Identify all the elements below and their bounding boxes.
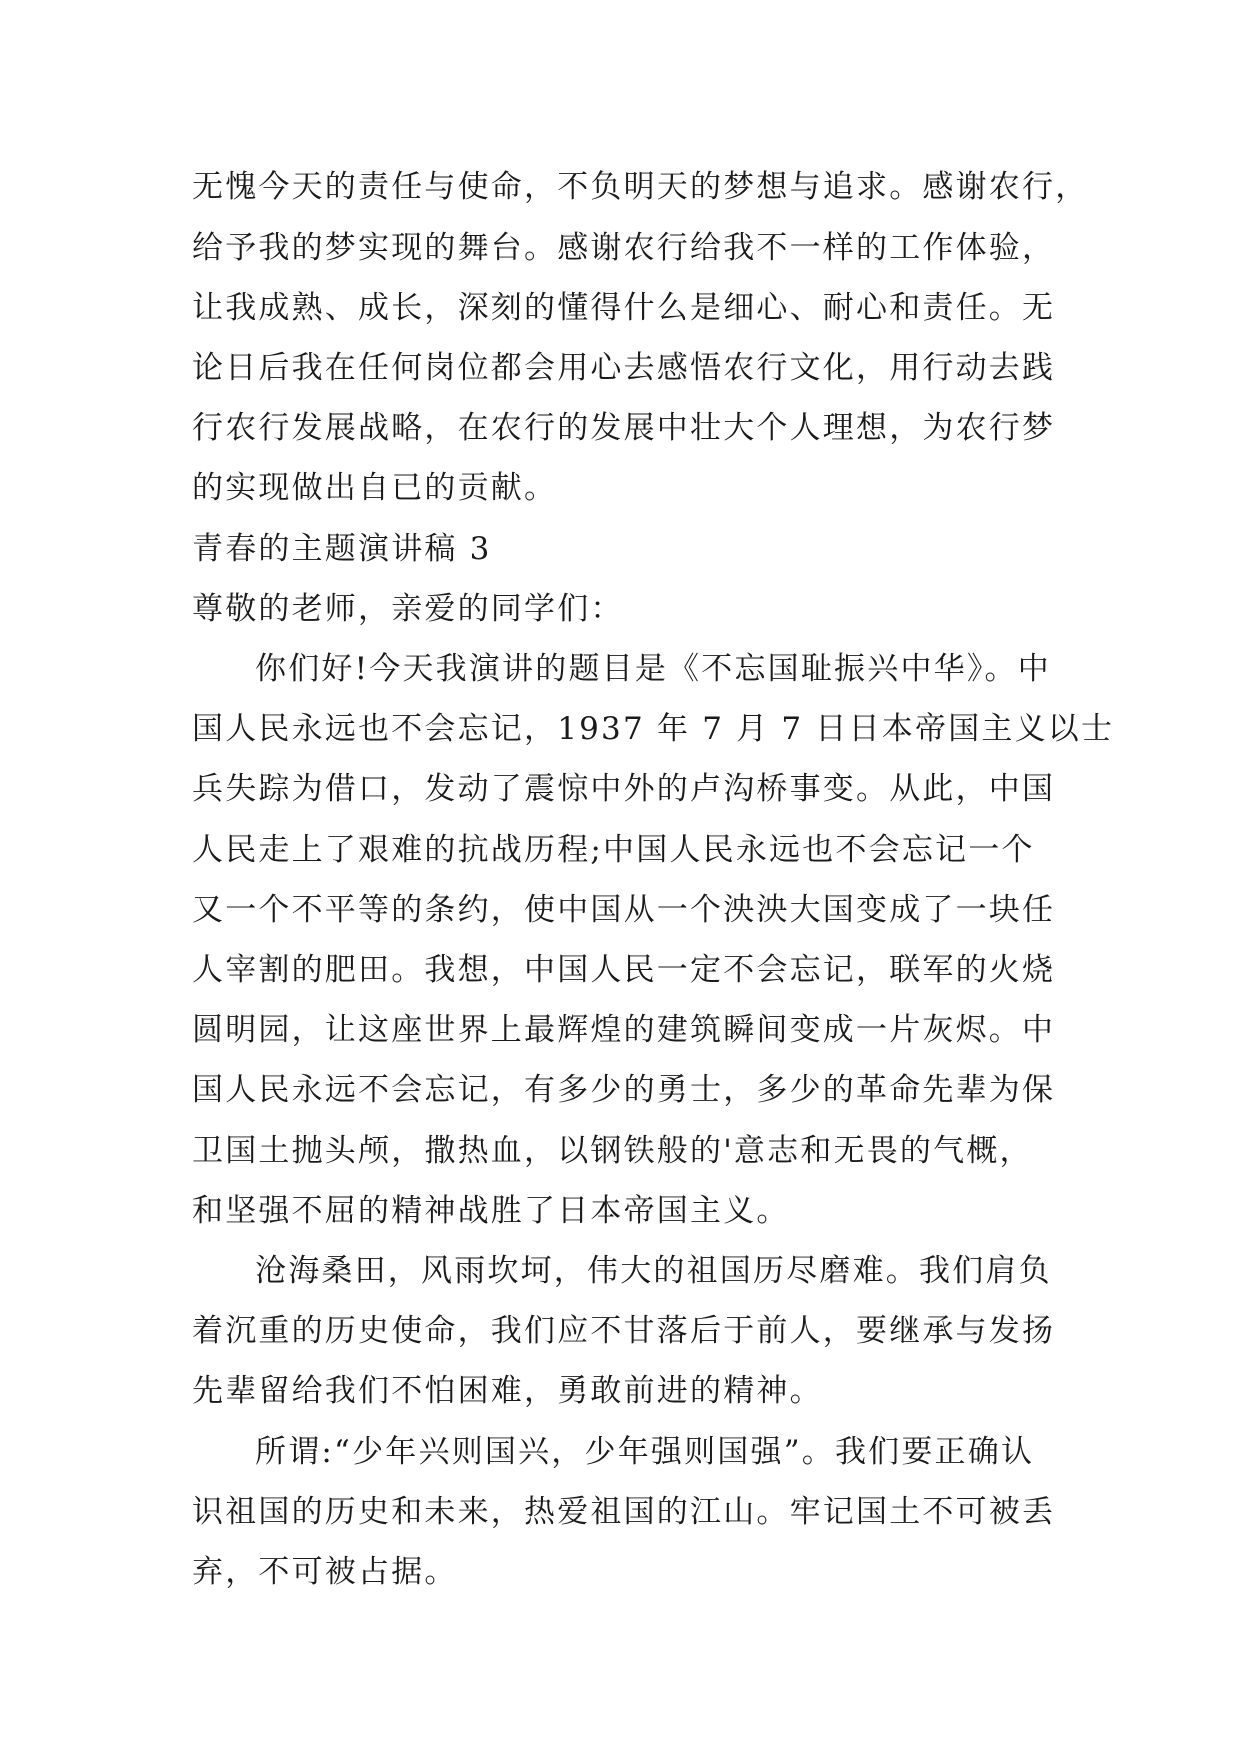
text-line: 和坚强不屈的精神战胜了日本帝国主义。: [192, 1193, 790, 1229]
text-line: 人宰割的肥田。我想，中国人民一定不会忘记，联军的火烧: [192, 952, 1056, 988]
text-line: 论日后我在任何岗位都会用心去感悟农行文化，用行动去践: [192, 350, 1056, 386]
text-line: 国人民永远不会忘记，有多少的勇士，多少的革命先辈为保: [192, 1072, 1056, 1108]
text-line: 着沉重的历史使命，我们应不甘落后于前人，要继承与发扬: [192, 1313, 1056, 1349]
text-line: 让我成熟、成长，深刻的懂得什么是细心、耐心和责任。无: [192, 290, 1056, 326]
text-line: 行农行发展战略，在农行的发展中壮大个人理想，为农行梦: [192, 410, 1056, 446]
text-line: 弃，不可被占据。: [192, 1554, 458, 1590]
text-line: 识祖国的历史和未来，热爱祖国的江山。牢记国土不可被丢: [192, 1494, 1056, 1530]
paragraph-first-line: 沧海桑田，风雨坎坷，伟大的祖国历尽磨难。我们肩负: [255, 1253, 1052, 1289]
text-line: 兵失踪为借口，发动了震惊中外的卢沟桥事变。从此，中国: [192, 771, 1056, 807]
section-heading: 青春的主题演讲稿 3: [192, 531, 492, 567]
text-line: 的实现做出自已的贡献。: [192, 470, 558, 506]
paragraph-first-line: 所谓:“少年兴则国兴，少年强则国强”。我们要正确认: [255, 1434, 1035, 1470]
text-line: 圆明园，让这座世界上最辉煌的建筑瞬间变成一片灰烬。中: [192, 1012, 1056, 1048]
salutation: 尊敬的老师，亲爱的同学们：: [192, 591, 624, 627]
text-line: 又一个不平等的条约，使中国从一个泱泱大国变成了一块任: [192, 892, 1056, 928]
text-line: 人民走上了艰难的抗战历程;中国人民永远也不会忘记一个: [192, 832, 1035, 868]
text-line: 先辈留给我们不怕困难，勇敢前进的精神。: [192, 1373, 823, 1409]
text-line: 国人民永远也不会忘记，1937 年 7 月 7 日日本帝国主义以士: [192, 711, 1115, 747]
text-line: 卫国土抛头颅，撒热血，以钢铁般的'意志和无畏的气概，: [192, 1133, 1033, 1169]
paragraph-first-line: 你们好!今天我演讲的题目是《不忘国耻振兴中华》。中: [255, 651, 1051, 687]
text-line: 给予我的梦实现的舞台。感谢农行给我不一样的工作体验，: [192, 230, 1056, 266]
text-line: 无愧今天的责任与使命，不负明天的梦想与追求。感谢农行，: [192, 169, 1089, 205]
